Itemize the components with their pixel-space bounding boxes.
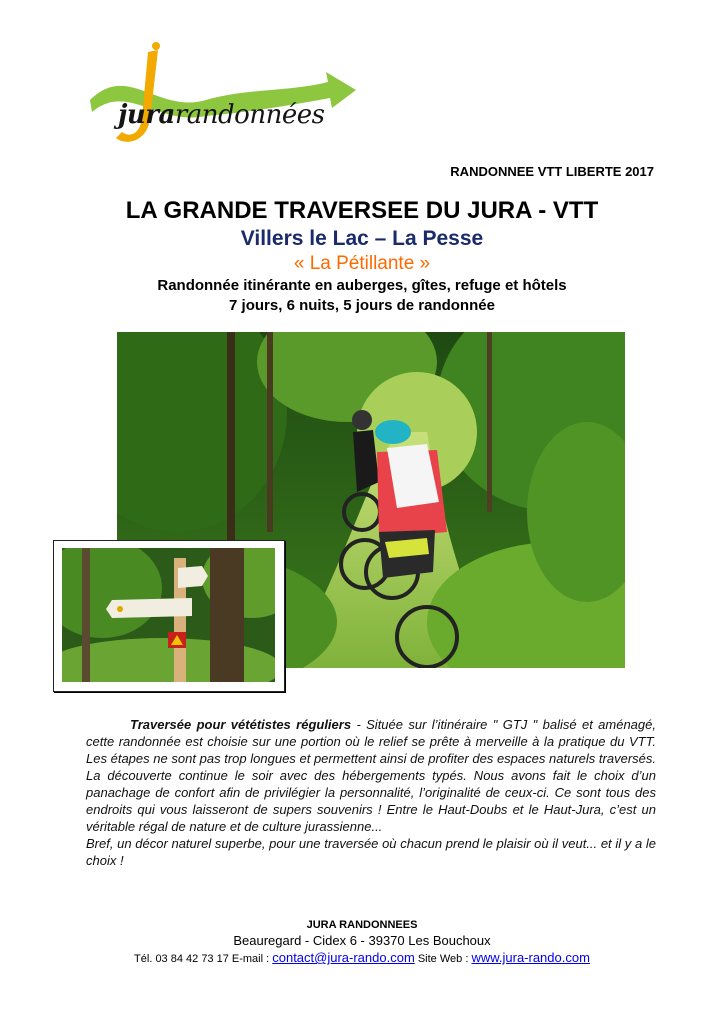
footer	[0, 918, 724, 967]
closing-paragraph: Bref, un décor naturel superbe, pour une traversée où chacun prend le plaisir où il veut... et il y a le choix !	[86, 836, 656, 868]
route-subtitle: Villers le Lac – La Pesse	[240, 227, 484, 250]
signpost-illustration	[62, 548, 275, 682]
inset-photo	[62, 548, 275, 682]
inset-photo-frame	[53, 540, 285, 692]
body-text	[86, 716, 656, 869]
logo-wordmark: jurarandonnées	[118, 100, 325, 130]
accommodation-line: Randonnée itinérante en auberges, gîtes, refuge et hôtels	[157, 277, 567, 294]
duration-line: 7 jours, 6 nuits, 5 jours de randonnée	[229, 297, 495, 314]
page-title: LA GRANDE TRAVERSEE DU JURA - VTT	[125, 197, 599, 224]
intro-text: - Située sur l’itinéraire " GTJ " balisé et aménagé, cette randonnée est choisie sur une portion où le relief se prête à merveille à la pratique du VTT. Les étapes ne sont pas trop longues et permettent ainsi de profiter des espaces naturels traversés. La découverte continue le soir avec des hébergements typés. Nous avons fait le choix d’un panachage de confort afin de privilégier la personnalité, l’originalité de ceux-ci. Ce sont tous des endroits qui vous laisseront de supers souvenirs ! Entre le Haut-Doubs et le Haut-Jura, c’est un véritable régal de nature et de culture jurassienne...	[86, 717, 656, 834]
email-link[interactable]: contact@jura-rando.com	[272, 950, 415, 965]
website-link[interactable]: www.jura-rando.com	[471, 950, 590, 965]
document-label: RANDONNEE VTT LIBERTE 2017	[450, 164, 654, 179]
company-logo	[88, 42, 360, 152]
intro-paragraph	[86, 716, 656, 835]
trip-description	[0, 276, 724, 316]
footer-site-label: Site Web :	[414, 953, 472, 965]
footer-org: JURA RANDONNEES	[306, 919, 418, 931]
logo-arrow-icon	[88, 42, 360, 152]
footer-address: Beauregard - Cidex 6 - 39370 Les Bouchoux	[233, 933, 491, 948]
intro-lead: Traversée pour vététistes réguliers	[130, 717, 352, 732]
trip-nickname: « La Pétillante »	[293, 253, 431, 274]
footer-contact	[0, 950, 724, 967]
footer-phone: Tél. 03 84 42 73 17 E-mail :	[134, 953, 273, 965]
